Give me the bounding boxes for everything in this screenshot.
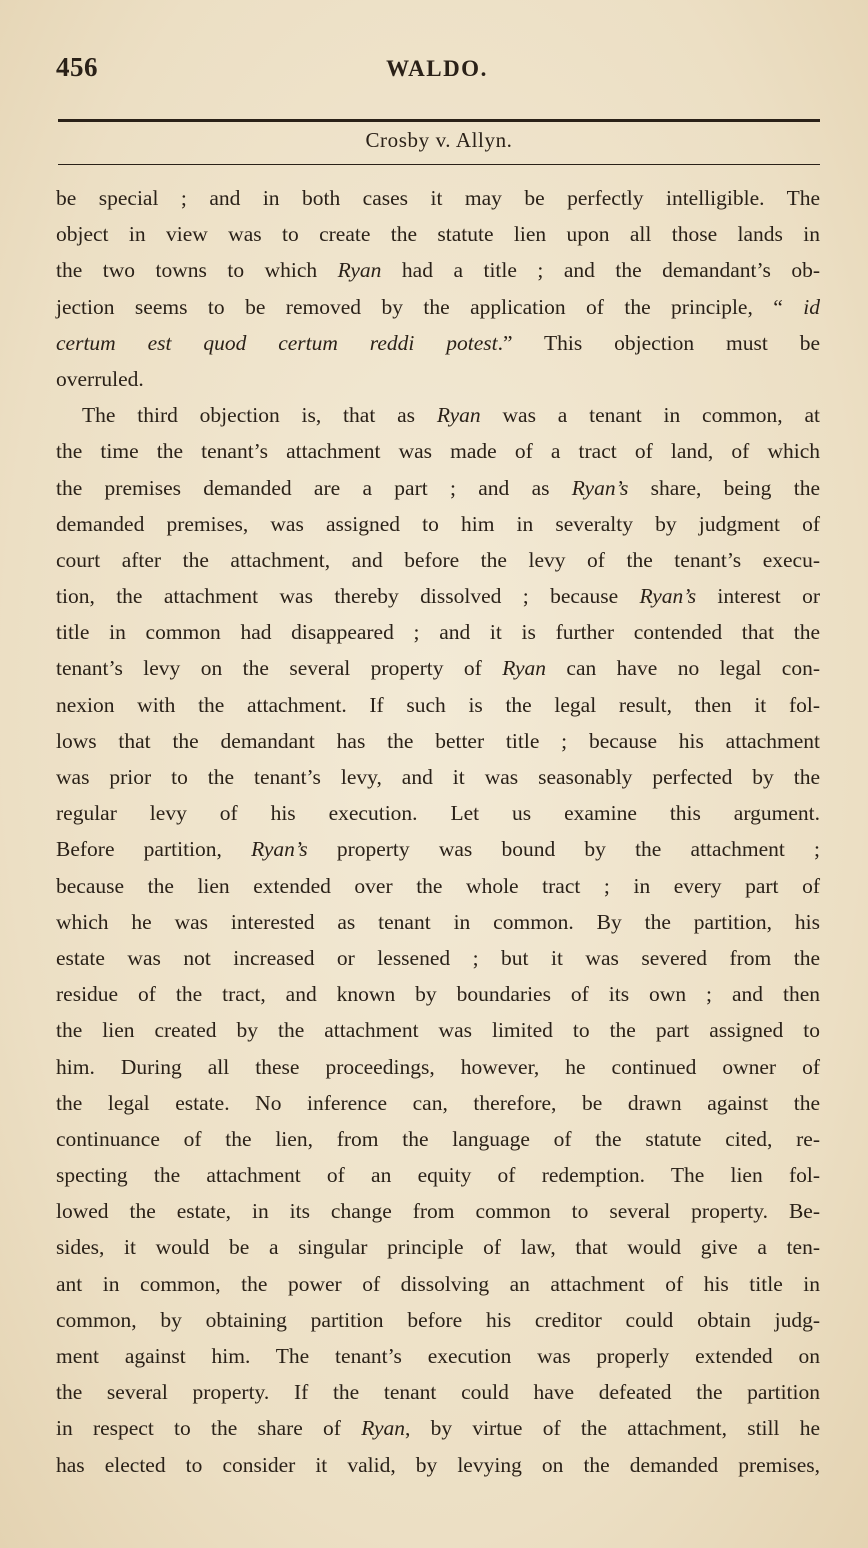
case-title [58,128,820,153]
running-head [56,52,818,92]
body-text [56,180,820,1483]
text-line: sides, it would be a singular principle of law, that would give a ten- [56,1235,820,1260]
case-title-text: Crosby v. Allyn. [365,128,513,152]
text-line: specting the attachment of an equity of redemption. The lien fol- [56,1163,820,1188]
text-line: be special ; and in both cases it may be perfectly intelligible. The [56,186,820,210]
text-line: The third objection is, that as Ryan was a tenant in common, at [82,403,820,428]
text-line: the several property. If the tenant could have defeated the partition [56,1380,820,1405]
text-line: the premises demanded are a part ; and as Ryan’s share, being the [56,475,820,500]
text-line: estate was not increased or lessened ; but it was severed from the [56,945,820,970]
text-line: object in view was to create the statute lien upon all those lands in [56,222,820,247]
text-line: common, by obtaining partition before his creditor could obtain judg- [56,1307,820,1332]
text-line: residue of the tract, and known by boundaries of its own ; and then [56,982,820,1007]
page-number: 456 [56,52,98,82]
header-rule-top [58,119,820,122]
text-line: because the lien extended over the whole tract ; in every part of [56,873,820,898]
text-line: regular levy of his execution. Let us examine this argument. [56,801,820,826]
text-line: demanded premises, was assigned to him in severalty by judgment of [56,511,820,536]
text-line: overruled. [56,366,144,391]
text-line: the lien created by the attachment was limited to the part assigned to [56,1018,820,1043]
page-header-title: WALDO. [386,56,488,81]
text-line: nexion with the attachment. If such is the legal result, then it fol- [56,692,820,717]
text-line: tion, the attachment was thereby dissolved ; because Ryan’s interest or [56,584,820,609]
text-line: the time the tenant’s attachment was made of a tract of land, of which [56,439,820,464]
text-line: the legal estate. No inference can, therefore, be drawn against the [56,1090,820,1115]
header-rule-bottom [58,164,820,165]
text-line: lows that the demandant has the better title ; because his attachment [56,728,820,753]
text-line: in respect to the share of Ryan, by virtue of the attachment, still he [56,1416,820,1441]
text-line: him. During all these proceedings, however, he continued owner of [56,1054,820,1079]
text-line: Before partition, Ryan’s property was bound by the attachment ; [56,837,821,862]
text-line: was prior to the tenant’s levy, and it was seasonably perfected by the [56,765,820,789]
text-line: the two towns to which Ryan had a title ; and the demandant’s ob- [56,258,820,283]
text-line: ant in common, the power of dissolving an attachment of his title in [56,1271,820,1296]
text-line: title in common had disappeared ; and it is further contended that the [56,620,820,645]
text-line: court after the attachment, and before the levy of the tenant’s execu- [56,547,820,572]
text-line: lowed the estate, in its change from common to several property. Be- [56,1199,820,1224]
text-line: tenant’s levy on the several property of Ryan can have no legal con- [56,656,821,681]
text-line: which he was interested as tenant in common. By the partition, his [56,909,820,934]
text-line: has elected to consider it valid, by levying on the demanded premises, [56,1452,820,1477]
text-line: certum est quod certum reddi potest.” This objection must be [56,330,820,355]
text-line: ment against him. The tenant’s execution was properly extended on [56,1344,820,1368]
text-line: jection seems to be removed by the application of the principle, “ id [56,294,820,319]
text-line: continuance of the lien, from the language of the statute cited, re- [56,1126,820,1151]
